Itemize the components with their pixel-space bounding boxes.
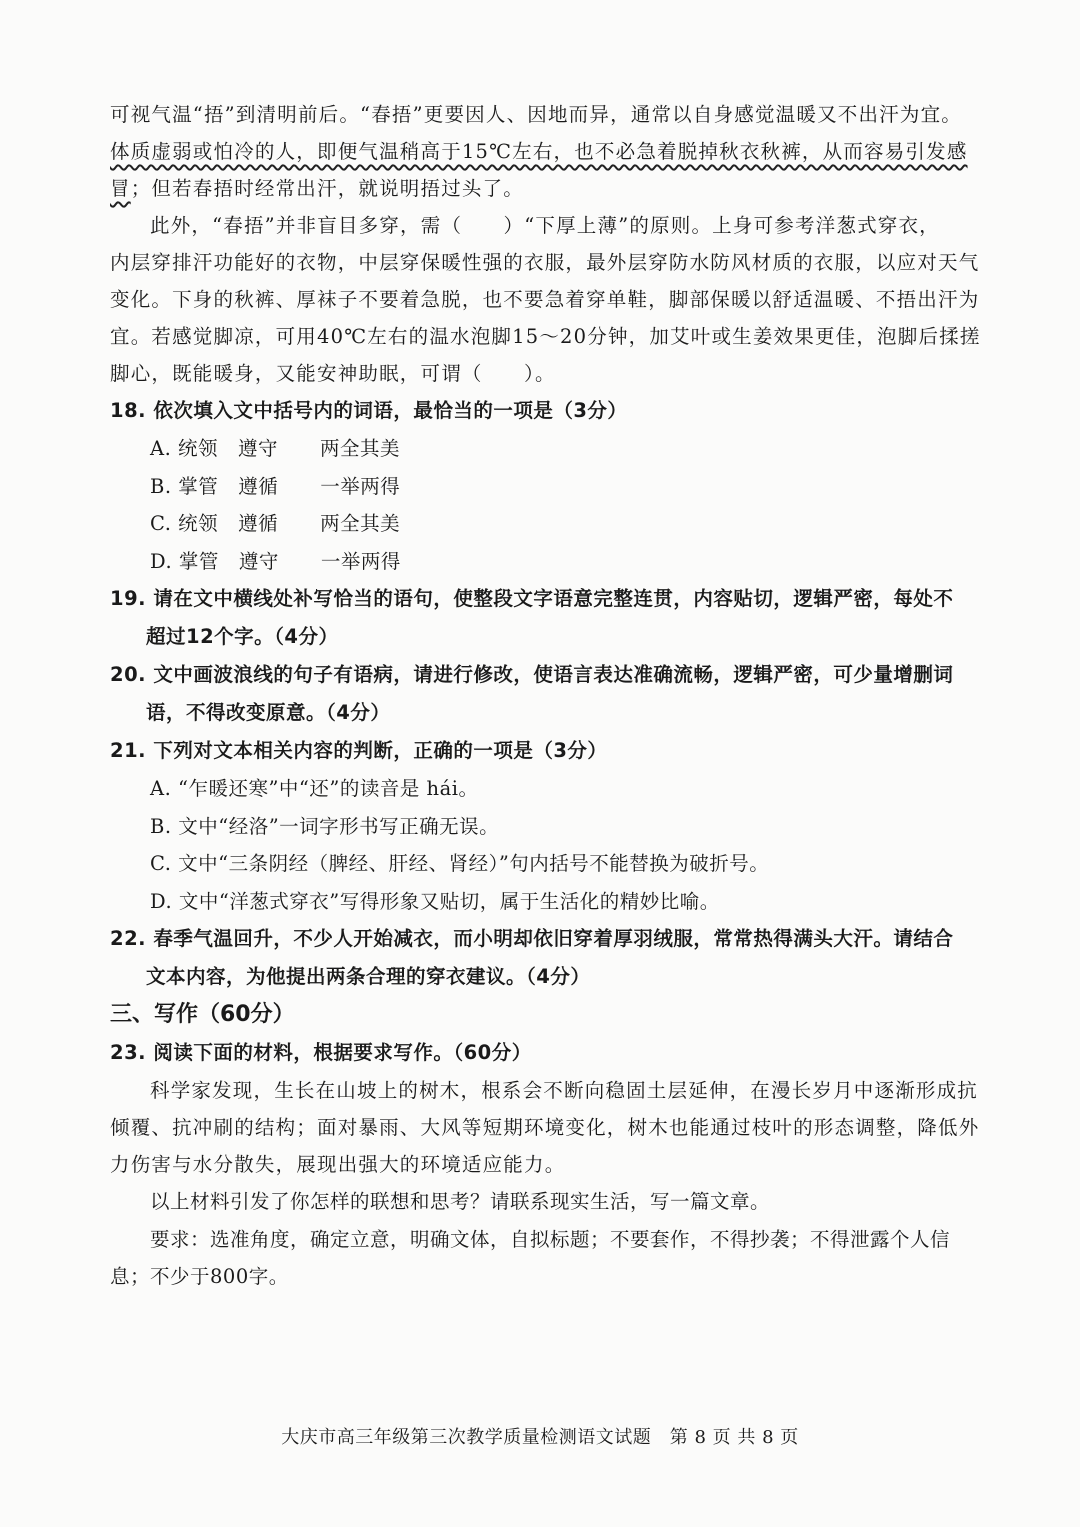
page-content	[110, 96, 981, 1296]
reading-passage	[110, 96, 981, 392]
option-c: C. 文中“三条阴经（脾经、肝经、肾经）”句内括号不能替换为破折号。	[150, 852, 770, 875]
passage-line: 变化。下身的秋裤、厚袜子不要着急脱，也不要急着穿单鞋，脚部保暖以舒适温暖、不捂出汗为	[110, 288, 980, 311]
question-stem-cont: 文本内容，为他提出两条合理的穿衣建议。（4分）	[146, 965, 591, 988]
passage-line: 宜。若感觉脚凉，可用40℃左右的温水泡脚15～20分钟，加艾叶或生姜效果更佳，泡脚后揉搓	[110, 325, 981, 348]
question-22	[110, 920, 955, 996]
option-label: B. 掌管	[150, 474, 219, 498]
option-c	[110, 505, 955, 543]
passage-line: 内层穿排汗功能好的衣物，中层穿保暖性强的衣服，最外层穿防水防风材质的衣服，以应对天气	[110, 251, 980, 274]
question-stem: 22. 春季气温回升，不少人开始减衣，而小明却依旧穿着厚羽绒服，常常热得满头大汗。请结合	[110, 927, 954, 950]
option-label: C. 统领	[150, 512, 219, 535]
wavy-underlined-char: 冒	[110, 177, 131, 200]
option-a: A. “乍暖还寒”中“还”的读音是 hái。	[150, 777, 479, 800]
material-line: 力伤害与水分散失，展现出强大的环境适应能力。	[110, 1153, 566, 1176]
option-word: 遵循	[238, 474, 279, 498]
passage-line: 脚心，既能暖身，又能安神助眠，可谓（ ）。	[110, 362, 556, 385]
question-stem: 18. 依次填入文中括号内的词语，最恰当的一项是（3分）	[110, 399, 628, 422]
question-stem-cont: 超过12个字。（4分）	[146, 625, 339, 648]
question-18	[110, 392, 955, 580]
option-label: A. 统领	[150, 437, 218, 460]
option-word: 遵循	[238, 512, 279, 535]
material-line: 科学家发现，生长在山坡上的树木，根系会不断向稳固土层延伸，在漫长岁月中逐渐形成抗	[150, 1079, 979, 1102]
question-stem: 19. 请在文中横线处补写恰当的语句，使整段文字语意完整连贯，内容贴切，逻辑严密，每处不	[110, 587, 954, 610]
writing-prompt: 以上材料引发了你怎样的联想和思考？请联系现实生活，写一篇文章。	[150, 1190, 771, 1213]
passage-line: 此外，“春捂”并非盲目多穿，需（ ）“下厚上薄”的原则。上身可参考洋葱式穿衣，	[150, 214, 940, 237]
option-word: 遵守	[238, 549, 279, 573]
question-stem: 21. 下列对文本相关内容的判断，正确的一项是（3分）	[110, 739, 608, 762]
question-stem: 20. 文中画波浪线的句子有语病，请进行修改，使语言表达准确流畅，逻辑严密，可少量增删词	[110, 663, 954, 686]
page-footer: 大庆市高三年级第三次教学质量检测语文试题 第 8 页 共 8 页	[281, 1427, 799, 1448]
section-title: 三、写作（60分）	[110, 1002, 295, 1027]
option-b: B. 文中“经洛”一词字形书写正确无误。	[150, 814, 500, 838]
option-word: 一举两得	[320, 474, 401, 498]
writing-requirement: 要求：选准角度，确定立意，明确文体，自拟标题；不要套作，不得抄袭；不得泄露个人信	[150, 1227, 951, 1251]
writing-requirement-cont: 息；不少于800字。	[110, 1265, 289, 1288]
passage-line-rest: ；但若春捂时经常出汗，就说明捂过头了。	[130, 177, 525, 200]
question-23	[110, 1034, 980, 1296]
option-d: D. 文中“洋葱式穿衣”写得形象又贴切，属于生活化的精妙比喻。	[150, 889, 720, 913]
option-word: 两全其美	[320, 512, 401, 535]
question-21	[110, 732, 955, 920]
passage-line	[110, 170, 955, 207]
option-d	[110, 543, 955, 581]
option-a	[110, 430, 955, 468]
question-stem: 23. 阅读下面的材料，根据要求写作。（60分）	[110, 1041, 532, 1064]
option-label: D. 掌管	[150, 549, 219, 573]
wavy-underlined-sentence: 体质虚弱或怕冷的人，即便气温稍高于15℃左右，也不必急着脱掉秋衣秋裤，从而容易引发感	[110, 140, 968, 163]
option-word: 一举两得	[320, 549, 401, 573]
option-word: 遵守	[238, 437, 279, 460]
option-b	[110, 468, 955, 506]
question-stem-cont: 语，不得改变原意。（4分）	[146, 701, 391, 724]
option-word: 两全其美	[320, 437, 401, 460]
question-20	[110, 656, 955, 732]
question-19	[110, 580, 955, 656]
material-line: 倾覆、抗冲刷的结构；面对暴雨、大风等短期环境变化，树木也能通过枝叶的形态调整，降低外	[110, 1116, 980, 1139]
passage-line: 可视气温“捂”到清明前后。“春捂”更要因人、因地而异，通常以自身感觉温暖又不出汗为宜。	[110, 103, 962, 126]
